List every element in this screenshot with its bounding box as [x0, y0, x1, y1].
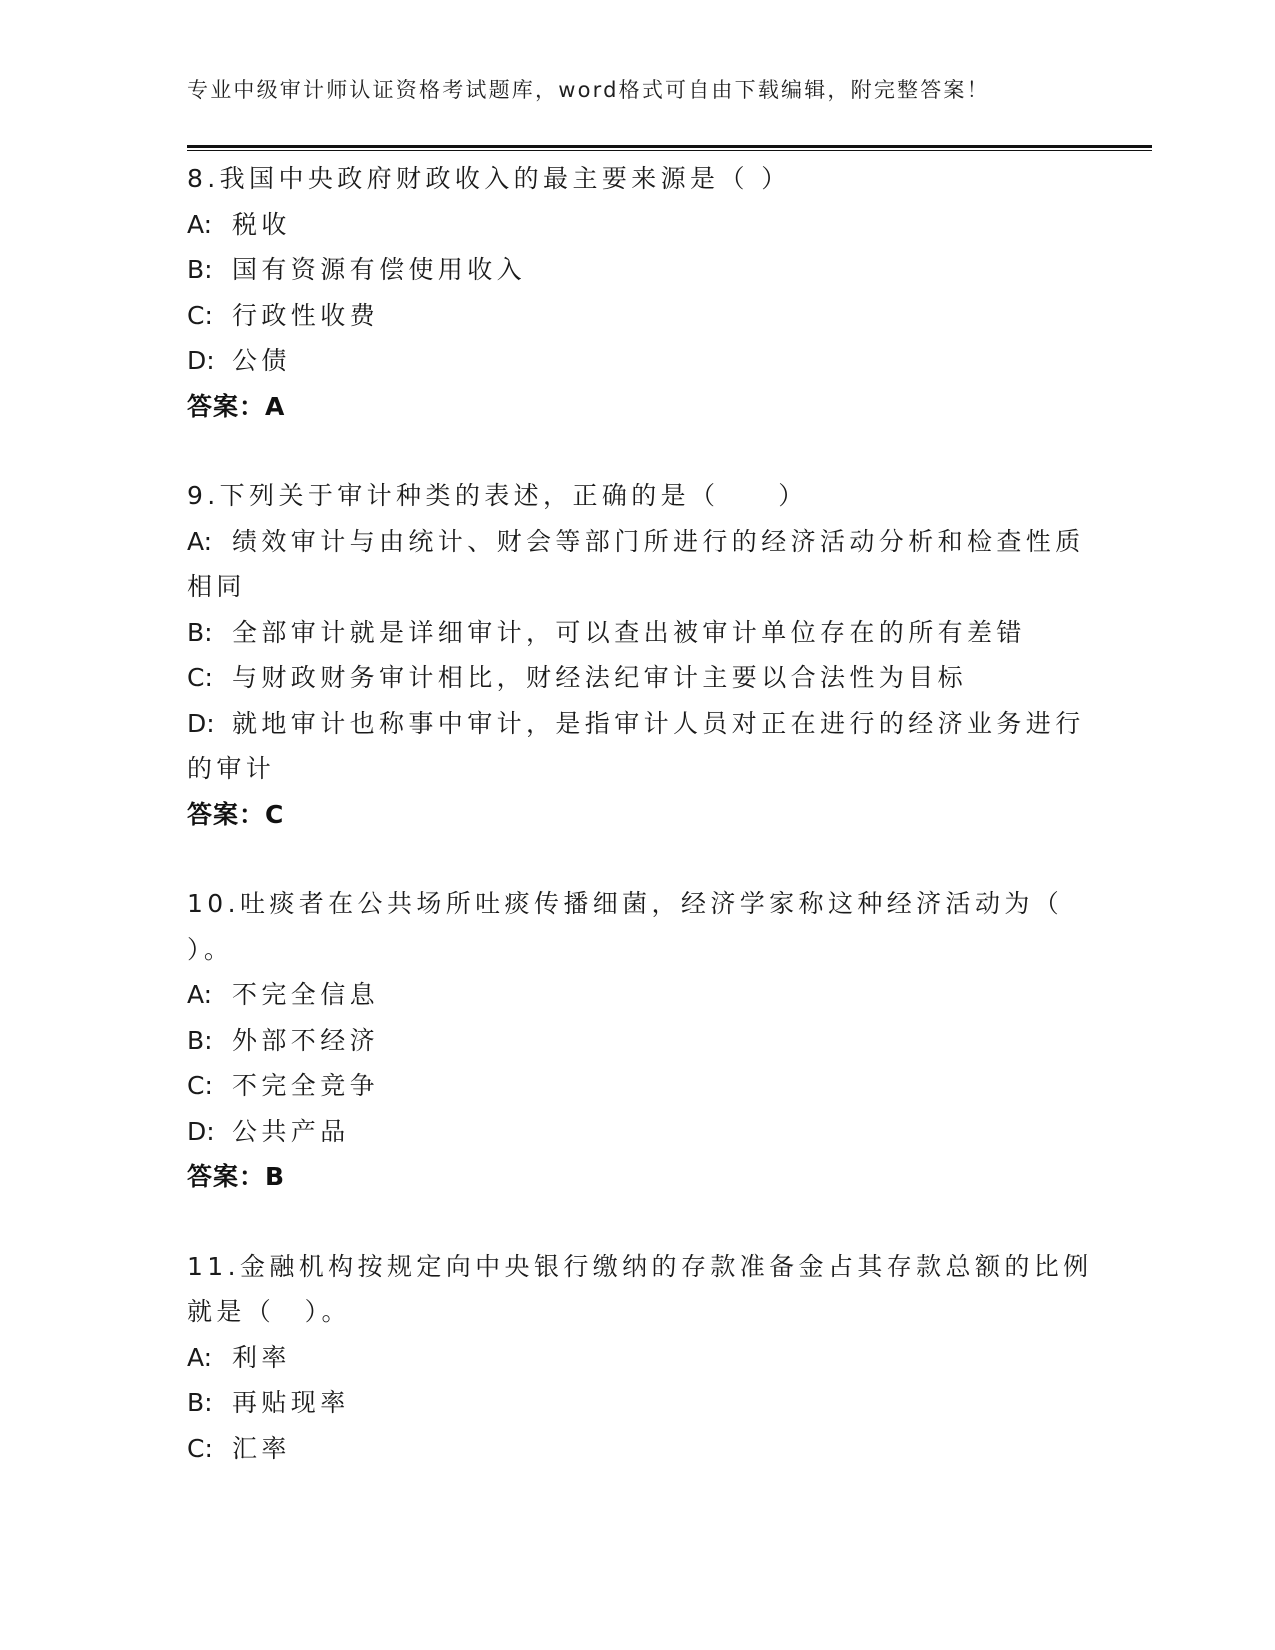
option-label: A:: [187, 209, 213, 239]
option-text: 就地审计也称事中审计，是指审计人员对正在进行的经济业务进行: [232, 708, 1085, 738]
answer-option: [187, 247, 1077, 293]
option-label: B:: [187, 1388, 213, 1417]
question-block: [187, 881, 1077, 1200]
answer-option: [187, 1335, 1077, 1381]
header-rule-thick: [187, 145, 1152, 148]
answer-option: [187, 1426, 1077, 1472]
page-header: 专业中级审计师认证资格考试题库，word格式可自由下载编辑，附完整答案！: [187, 78, 990, 102]
option-text: 全部审计就是详细审计，可以查出被审计单位存在的所有差错: [232, 617, 1026, 647]
question-stem: ）。: [187, 934, 234, 964]
answer-option: [187, 1380, 1077, 1426]
option-text: 汇率: [232, 1433, 291, 1463]
answer-option: [187, 338, 1077, 384]
answer-key: 答案：C: [187, 799, 285, 829]
option-label: A:: [187, 1342, 213, 1372]
option-label: B:: [187, 1025, 213, 1055]
answer-option: [187, 519, 1085, 565]
question-block: [187, 473, 1085, 837]
option-text: 国有资源有偿使用收入: [232, 255, 527, 284]
question-stem: 11.金融机构按规定向中央银行缴纳的存款准备金占其存款总额的比例: [187, 1251, 1093, 1281]
question-stem: 10.吐痰者在公共场所吐痰传播细菌，经济学家称这种经济活动为（: [187, 889, 1064, 918]
answer-option: [187, 701, 1085, 747]
option-text: 与财政财务审计相比，财经法纪审计主要以合法性为目标: [232, 663, 968, 692]
answer-option: [187, 202, 1077, 248]
answer-option: [187, 610, 1077, 656]
option-text: 行政性收费: [232, 300, 380, 330]
option-text: 不完全信息: [232, 980, 380, 1009]
option-text: 公共产品: [232, 1116, 350, 1146]
option-text: 的审计: [187, 754, 276, 783]
question-stem: 9.下列关于审计种类的表述，正确的是（ ）: [187, 481, 808, 510]
question-stem: 8.我国中央政府财政收入的最主要来源是（ ）: [187, 164, 791, 193]
question-block: [187, 156, 1077, 429]
answer-option: [187, 746, 1077, 792]
option-label: D:: [187, 708, 215, 738]
answer-key: 答案：A: [187, 391, 286, 421]
option-label: D:: [187, 346, 215, 375]
question-list: [187, 156, 1093, 1515]
answer-option: [187, 655, 1077, 701]
answer-option: [187, 1018, 1077, 1064]
answer-key: 答案：B: [187, 1162, 286, 1191]
option-text: 绩效审计与由统计、财会等部门所进行的经济活动分析和检查性质: [232, 526, 1085, 556]
option-label: C:: [187, 300, 213, 330]
option-label: D:: [187, 1116, 215, 1146]
option-text: 外部不经济: [232, 1025, 380, 1055]
option-text: 公债: [232, 346, 291, 375]
option-text: 税收: [232, 209, 291, 239]
option-text: 利率: [232, 1342, 291, 1372]
option-label: C:: [187, 663, 213, 692]
answer-option: [187, 564, 1077, 610]
option-label: C:: [187, 1071, 213, 1100]
option-text: 相同: [187, 572, 246, 601]
answer-option: [187, 972, 1077, 1018]
option-label: A:: [187, 980, 213, 1009]
option-label: B:: [187, 255, 213, 284]
answer-option: [187, 293, 1077, 339]
option-text: 再贴现率: [232, 1388, 350, 1417]
option-label: A:: [187, 526, 213, 556]
option-text: 不完全竞争: [232, 1071, 380, 1100]
header-rule-thin: [187, 150, 1152, 151]
option-label: C:: [187, 1433, 213, 1463]
option-label: B:: [187, 617, 213, 647]
answer-option: [187, 1109, 1077, 1155]
question-stem: 就是（ ）。: [187, 1297, 351, 1326]
answer-option: [187, 1063, 1077, 1109]
question-block: [187, 1244, 1093, 1472]
